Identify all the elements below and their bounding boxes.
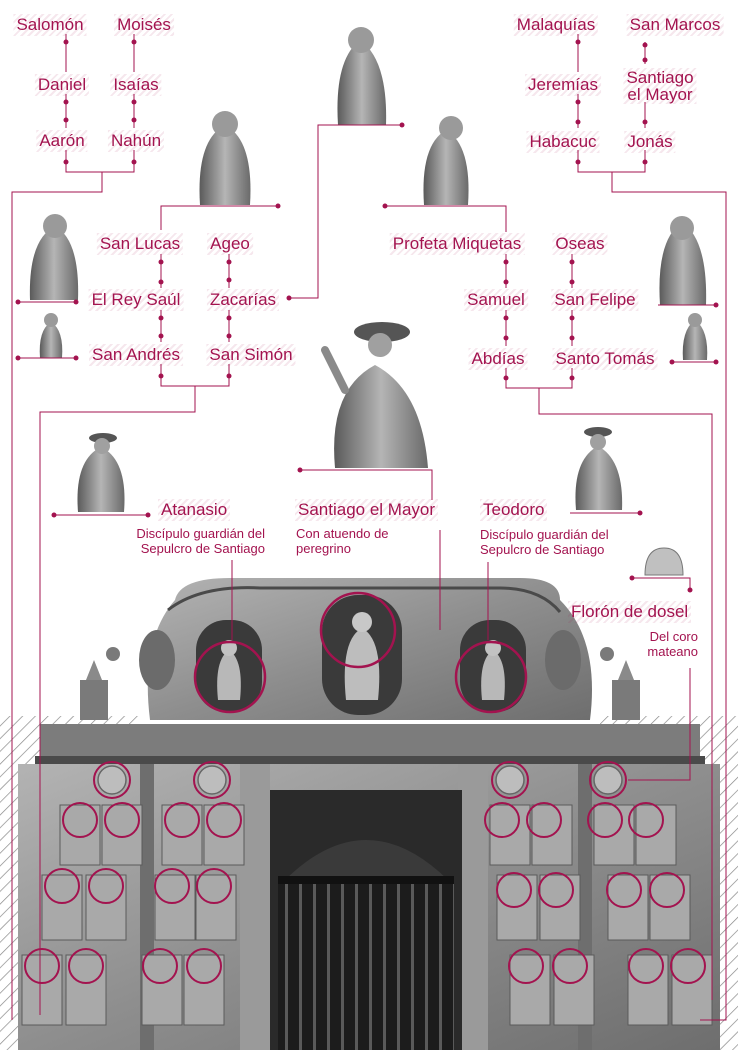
label-floron-de-dosel: Florón de dosel: [568, 601, 691, 623]
caption-floron-line2: mateano: [647, 644, 698, 659]
label-daniel: Daniel: [35, 74, 89, 96]
caption-atanasio-line1: Discípulo guardián del: [136, 526, 265, 541]
caption-teodoro-line2: Sepulcro de Santiago: [480, 542, 605, 557]
caption-floron-line1: Del coro: [649, 629, 698, 644]
label-jonas: Jonás: [624, 131, 675, 153]
label-zacarias: Zacarías: [207, 289, 279, 311]
label-santiago-line1: Santiago: [626, 68, 694, 87]
label-aaron: Aarón: [36, 130, 87, 152]
label-san-lucas: San Lucas: [97, 233, 183, 255]
caption-teodoro: [480, 527, 609, 557]
label-nahun: Nahún: [108, 130, 164, 152]
caption-floron: [642, 629, 698, 659]
caption-santiago-line2: peregrino: [296, 541, 351, 556]
label-samuel: Samuel: [464, 289, 528, 311]
label-santiago-el-mayor-top: [623, 68, 696, 104]
label-san-simon: San Simón: [206, 344, 295, 366]
label-jeremias: Jeremías: [525, 74, 601, 96]
label-profeta-miquetas: Profeta Miquetas: [390, 233, 525, 255]
label-isaias: Isaías: [110, 74, 161, 96]
label-santo-tomas: Santo Tomás: [553, 348, 658, 370]
label-habacuc: Habacuc: [526, 131, 599, 153]
label-malaquias: Malaquías: [514, 14, 598, 36]
label-ageo: Ageo: [207, 233, 253, 255]
label-abdias: Abdías: [469, 348, 528, 370]
label-teodoro: Teodoro: [480, 499, 547, 521]
label-san-andres: San Andrés: [89, 344, 183, 366]
label-santiago-el-mayor: Santiago el Mayor: [295, 499, 438, 521]
caption-atanasio: [97, 526, 265, 556]
label-el-rey-saul: El Rey Saúl: [89, 289, 184, 311]
caption-atanasio-line2: Sepulcro de Santiago: [140, 541, 265, 556]
label-san-felipe: San Felipe: [551, 289, 638, 311]
caption-santiago-line1: Con atuendo de: [296, 526, 389, 541]
label-santiago-line2: el Mayor: [627, 85, 693, 104]
label-oseas: Oseas: [552, 233, 607, 255]
caption-teodoro-line1: Discípulo guardián del: [480, 527, 609, 542]
caption-santiago: [296, 526, 389, 556]
label-atanasio: Atanasio: [158, 499, 230, 521]
label-moises: Moisés: [114, 14, 174, 36]
label-salomon: Salomón: [13, 14, 86, 36]
label-san-marcos: San Marcos: [627, 14, 724, 36]
